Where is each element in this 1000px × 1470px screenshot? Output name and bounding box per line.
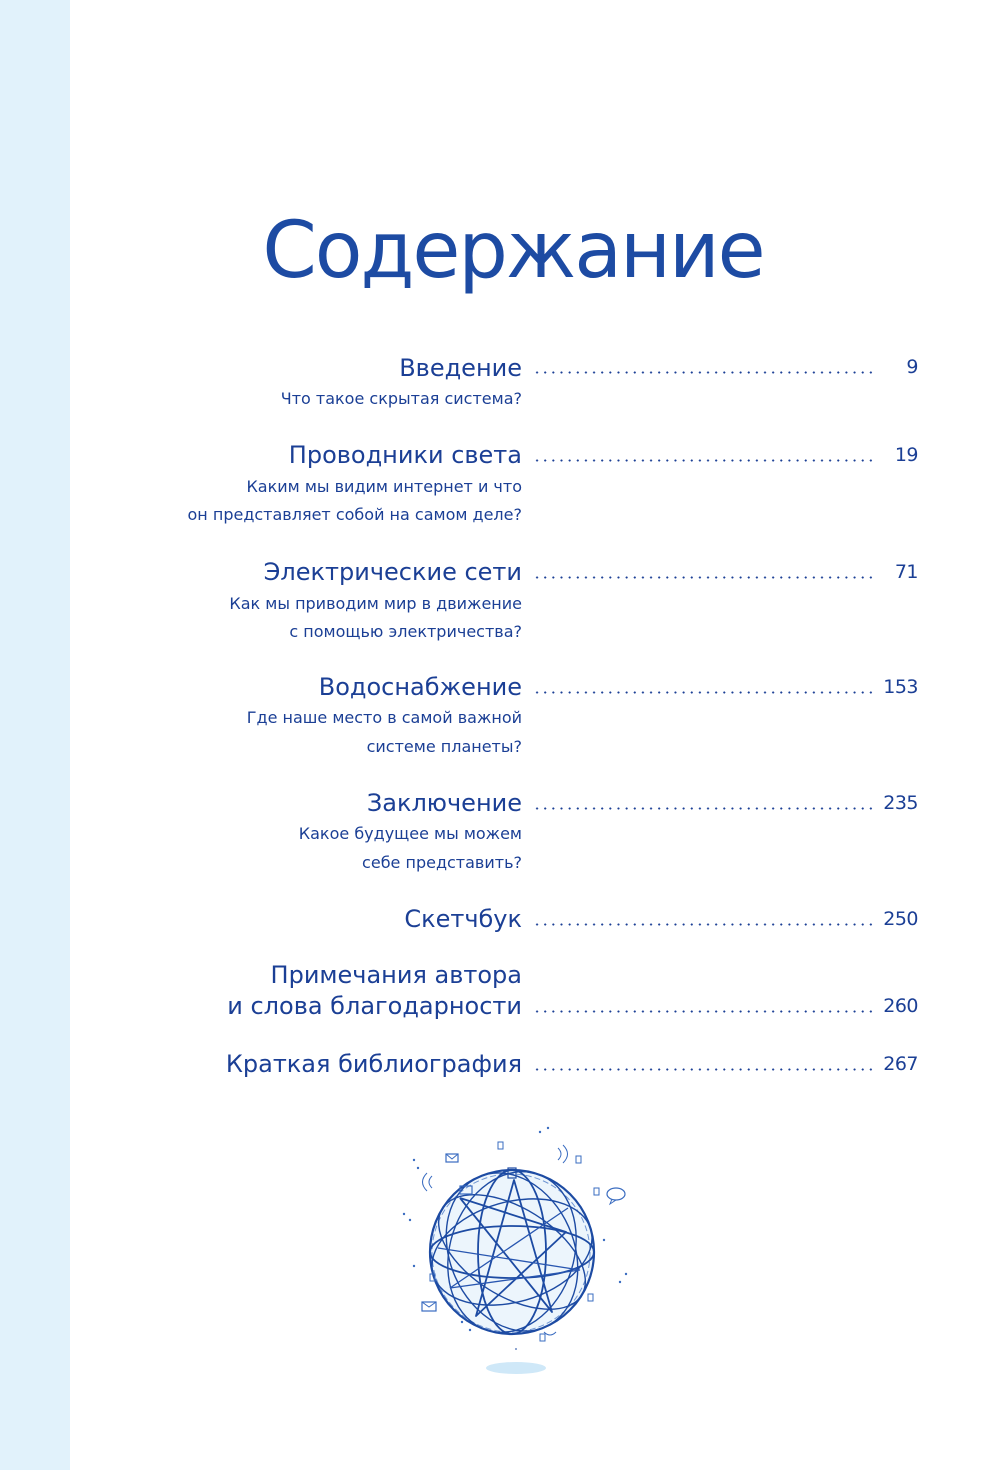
toc-entry-subtitle: системе планеты? <box>366 737 522 756</box>
toc-page-number[interactable]: 19 <box>894 444 918 466</box>
toc-page-number[interactable]: 250 <box>883 908 918 930</box>
toc-dot-leader <box>533 923 875 926</box>
toc-entry-subtitle: с помощью электричества? <box>289 622 522 641</box>
toc-entry-title[interactable]: Примечания автора <box>270 961 522 989</box>
toc-page-number[interactable]: 71 <box>894 561 918 583</box>
toc-entry-title[interactable]: Проводники света <box>288 441 522 469</box>
toc-dot-leader <box>533 691 875 694</box>
toc-entry-subtitle: Где наше место в самой важной <box>246 708 522 727</box>
toc-entry-subtitle: он представляет собой на самом деле? <box>187 505 522 524</box>
toc-entry-subtitle: себе представить? <box>362 853 522 872</box>
toc-dot-leader <box>533 1010 875 1013</box>
page-title: Содержание <box>262 206 764 296</box>
toc-entry-title[interactable]: и слова благодарности <box>227 992 522 1020</box>
toc-entry-title[interactable]: Введение <box>399 354 522 382</box>
toc-dot-leader <box>533 459 875 462</box>
toc-page-number[interactable]: 9 <box>906 356 918 378</box>
toc-dot-leader <box>533 1068 875 1071</box>
toc-entry-subtitle: Каким мы видим интернет и что <box>246 477 522 496</box>
toc-entry-subtitle: Как мы приводим мир в движение <box>229 594 522 613</box>
toc-entry-title[interactable]: Краткая библиография <box>225 1050 522 1078</box>
toc-page-number[interactable]: 235 <box>883 792 918 814</box>
toc-page-number[interactable]: 260 <box>883 995 918 1017</box>
toc-entry-title[interactable]: Электрические сети <box>263 558 522 586</box>
network-globe-icon <box>390 1120 640 1390</box>
toc-entry-title[interactable]: Скетчбук <box>404 905 522 933</box>
toc-entry-subtitle: Какое будущее мы можем <box>298 824 522 843</box>
toc-page-number[interactable]: 267 <box>883 1053 918 1075</box>
toc-page-number[interactable]: 153 <box>883 676 918 698</box>
toc-dot-leader <box>533 371 875 374</box>
toc-dot-leader <box>533 807 875 810</box>
toc-dot-leader <box>533 576 875 579</box>
toc-entry-title[interactable]: Заключение <box>366 789 522 817</box>
toc-entry-title[interactable]: Водоснабжение <box>318 673 522 701</box>
toc-entry-subtitle: Что такое скрытая система? <box>280 389 522 408</box>
